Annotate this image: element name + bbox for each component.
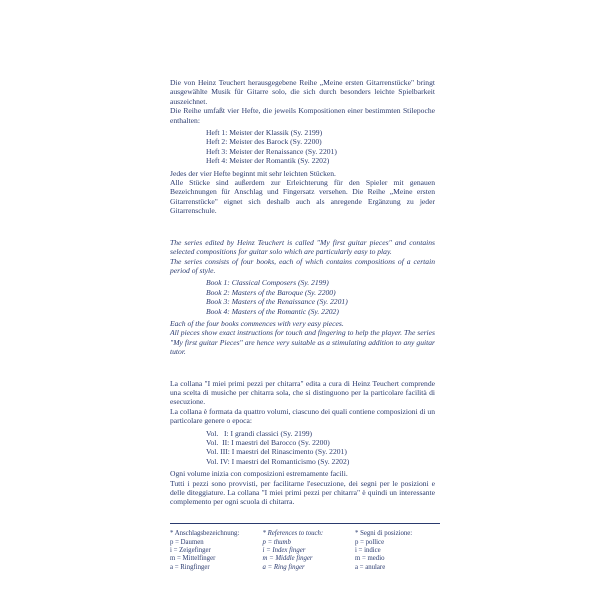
- footnote-italian-row: p = pollice: [354, 539, 385, 547]
- footnote-english-row: i = Index finger: [262, 547, 306, 555]
- german-intro-2: Die Reihe umfaßt vier Hefte, die jeweils Kompositionen einer bestimmten Stilepoche enthalten:: [170, 106, 435, 125]
- footnotes: [170, 530, 442, 572]
- german-outro-1: Jedes der vier Hefte beginnt mit sehr leichten Stücken.: [170, 168, 336, 178]
- italian-volume-list: [206, 429, 435, 467]
- english-book-1: Book 1: Classical Composers (Sy. 2199): [206, 278, 329, 288]
- english-section: [170, 238, 435, 357]
- english-book-3: Book 3: Masters of the Renaissance (Sy. 2201): [206, 297, 348, 307]
- german-book-4: Heft 4: Meister der Romantik (Sy. 2202): [206, 156, 330, 166]
- italian-outro-1: Ogni volume inizia con composizioni estremamente facili.: [170, 469, 348, 479]
- footnote-italian-heading: * Segni di posizione:: [354, 529, 413, 537]
- english-outro-2: All pieces show exact instructions for touch and fingering to help the player. The series "My first guitar Pieces" are hence very suitable as a stimulating addition to any guitar tutor.: [170, 328, 435, 357]
- german-intro-1: Die von Heinz Teuchert herausgegebene Reihe „Meine ersten Gitarrenstücke" bringt ausgewählte Musik für Gitarre solo, die sich durch besonders leichte Spielbarkeit auszeichnet.: [170, 78, 435, 106]
- italian-volume-1: Vol. I: I grandi classici (Sy. 2199): [206, 428, 313, 438]
- english-book-4: Book 4: Masters of the Romantic (Sy. 2202): [206, 306, 339, 316]
- footnote-english: [262, 530, 349, 572]
- italian-section: [170, 379, 435, 507]
- footnote-german-heading: * Anschlagsbezeichnung:: [170, 529, 240, 537]
- german-book-2: Heft 2: Meister des Barock (Sy. 2200): [206, 137, 322, 147]
- footnote-german-row: i = Zeigefinger: [170, 547, 211, 555]
- english-book-2: Book 2: Masters of the Baroque (Sy. 2200): [206, 287, 336, 297]
- english-book-list: [206, 278, 435, 316]
- footnote-divider: [170, 523, 440, 524]
- english-intro-2: The series consists of four books, each of which contains compositions of a certain period of style.: [170, 256, 435, 275]
- footnote-english-row: p = thumb: [262, 539, 291, 547]
- footnote-italian-row: i = indice: [354, 547, 381, 555]
- german-book-list: [206, 128, 435, 166]
- footnote-italian-row: a = anulare: [354, 563, 386, 571]
- footnote-italian-row: m = medio: [354, 555, 385, 563]
- german-outro-2: Alle Stücke sind außerdem zur Erleichterung für den Spieler mit genauen Bezeichnungen für Anschlag und Fingersatz versehen. Die Reihe „Meine ersten Gitarrenstücke" eignet sich deshalb auch als anregende Ergänzung zu jeder Gitarrenschule.: [170, 178, 435, 216]
- english-outro-1: Each of the four books commences with very easy pieces.: [170, 318, 344, 328]
- footnote-english-row: m = Middle finger: [262, 555, 313, 563]
- english-intro-1: The series edited by Heinz Teuchert is called "My first guitar pieces" and contains selected compositions for guitar solo which are particularly easy to play.: [170, 237, 435, 257]
- footnote-german-row: p = Daumen: [170, 539, 204, 547]
- italian-intro-2: La collana è formata da quattro volumi, ciascuno dei quali contiene composizioni di un particolare genere o epoca:: [170, 406, 435, 426]
- footnote-german-row: a = Ringfinger: [170, 563, 210, 571]
- italian-volume-3: Vol. III: I maestri del Rinascimento (Sy. 2201): [206, 447, 347, 457]
- italian-volume-2: Vol. II: I maestri del Barocco (Sy. 2200): [206, 438, 330, 447]
- italian-volume-4: Vol. IV: I maestri del Romanticismo (Sy. 2202): [206, 456, 350, 466]
- footnote-german-row: m = Mittelfinger: [170, 555, 216, 563]
- footnote-english-heading: * References to touch:: [262, 529, 324, 537]
- german-book-3: Heft 3: Meister der Renaissance (Sy. 2201): [206, 146, 337, 156]
- german-section: [170, 78, 435, 216]
- footnote-italian: [355, 530, 442, 572]
- german-book-1: Heft 1: Meister der Klassik (Sy. 2199): [206, 128, 323, 138]
- italian-intro-1: La collana "I miei primi pezzi per chitarra" edita a cura di Heinz Teuchert comprende una scelta di musiche per chitarra sola, che si distinguono per la particolare facilità di esecuzione.: [170, 378, 435, 407]
- footnote-english-row: a = Ring finger: [262, 563, 305, 571]
- italian-outro-2: Tutti i pezzi sono provvisti, per facilitarne l'esecuzione, dei segni per le posizioni e delle diteggiature. La collana "I miei primi pezzi per chitarra" è quindi un interessante complemento per ogni scuola di chitarra.: [170, 478, 435, 507]
- footnote-german: [170, 530, 257, 572]
- text-block: [170, 78, 435, 572]
